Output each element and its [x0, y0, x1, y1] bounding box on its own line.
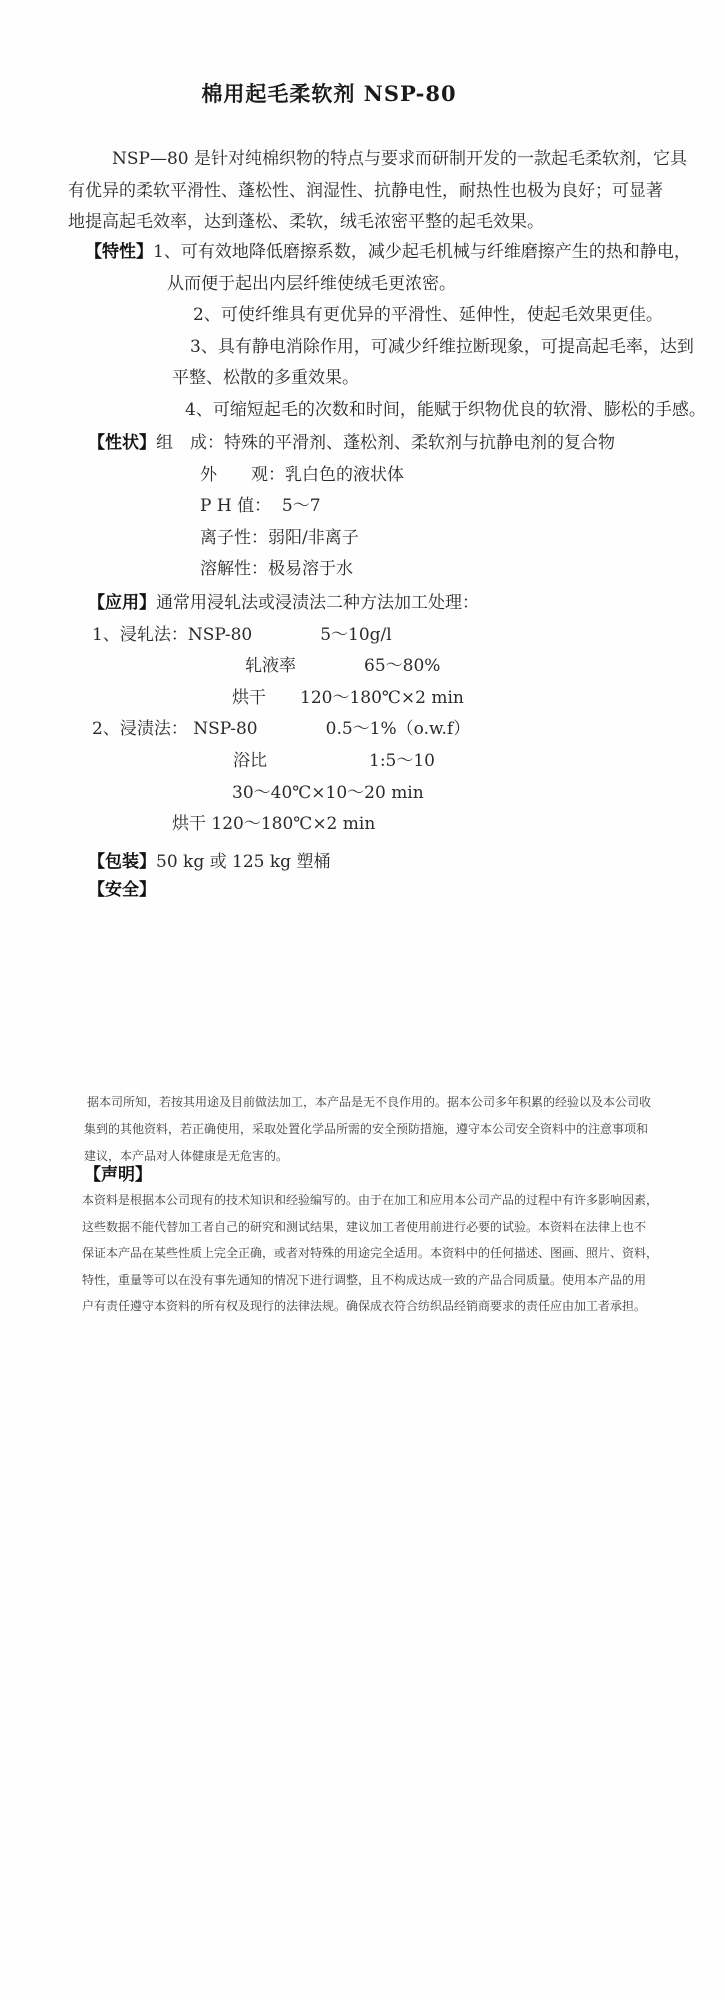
- declaration-header: [0, 1162, 725, 1189]
- declaration-line: 这些数据不能代替加工者自己的研究和测试结果，建议加工者使用前进行必要的试验。本资料在法律上也不: [82, 1219, 647, 1234]
- features-label: 【特性】: [85, 242, 153, 262]
- property-line: 外 观：乳白色的液状体: [200, 464, 404, 485]
- declaration-line: 本资料是根据本公司现有的技术知识和经验编写的。由于在加工和应用本公司产品的过程中有许多影响因素，: [82, 1193, 659, 1207]
- section-application: [0, 588, 725, 841]
- application-line: 轧液率 65～80%: [245, 656, 441, 677]
- application-line: 烘干 120～180℃×2 min: [172, 814, 376, 835]
- section-packaging-safety: [0, 848, 725, 904]
- section-properties: [0, 428, 725, 586]
- feature-line: [0, 237, 725, 269]
- feature-line: 平整、松散的多重效果。: [172, 368, 359, 389]
- feature-line: 2、可使纤维具有更优异的平滑性、延伸性，使起毛效果更佳。: [193, 305, 663, 326]
- property-line: [0, 428, 725, 460]
- application-line: 1、浸轧法：NSP-80 5～10g/l: [92, 624, 392, 645]
- intro-line: NSP—80 是针对纯棉织物的特点与要求而研制开发的一款起毛柔软剂，它具: [112, 149, 687, 169]
- safety-note: [0, 1089, 725, 1170]
- section-declaration: [0, 1162, 725, 1189]
- safety-note-line: 集到的其他资料，若正确使用，采取处置化学品所需的安全预防措施，遵守本公司安全资料中的注意事项和: [84, 1122, 649, 1136]
- declaration-body: [0, 1187, 725, 1320]
- packaging-text: 50 kg 或 125 kg 塑桶: [156, 852, 331, 872]
- declaration-line: 保证本产品在某些性质上完全正确，或者对特殊的用途完全适用。本资料中的任何描述、图画、照片、资料，: [82, 1246, 659, 1260]
- feature-line: 4、可缩短起毛的次数和时间，能赋于织物优良的软滑、膨松的手感。: [185, 399, 706, 420]
- application-label: 【应用】: [88, 593, 156, 613]
- section-features: [0, 237, 725, 427]
- intro-paragraph: [0, 144, 725, 239]
- feature-line: 3、具有静电消除作用，可减少纤维拉断现象，可提高起毛率，达到: [190, 336, 694, 357]
- declaration-label: 【声明】: [84, 1165, 152, 1185]
- safety-label: 【安全】: [88, 880, 156, 900]
- application-line: 30～40℃×10～20 min: [232, 782, 424, 803]
- packaging-line: [0, 848, 725, 876]
- application-text: 通常用浸轧法或浸渍法二种方法加工处理：: [156, 593, 479, 613]
- declaration-line: 特性，重量等可以在没有事先通知的情况下进行调整，且不构成达成一致的产品合同质量。使用本产品的用: [82, 1272, 647, 1287]
- safety-note-line: 据本司所知，若按其用途及目前做法加工，本产品是无不良作用的。据本公司多年积累的经验以及本公司收: [87, 1095, 652, 1109]
- page-title: 棉用起毛柔软剂 NSP-80: [201, 81, 457, 106]
- application-line: 浴比 1:5～10: [233, 750, 435, 771]
- application-line: 2、浸渍法： NSP-80 0.5～1%（o.w.f）: [92, 719, 471, 740]
- properties-label: 【性状】: [88, 433, 156, 453]
- declaration-line: 户有责任遵守本资料的所有权及现行的法律法规。确保成衣符合纺织品经销商要求的责任应由加工者承担。: [82, 1299, 647, 1313]
- packaging-label: 【包装】: [88, 852, 156, 872]
- intro-line: 有优异的柔软平滑性、蓬松性、润湿性、抗静电性，耐热性也极为良好；可显著: [68, 180, 663, 201]
- application-line: [0, 588, 725, 620]
- property-text: 组 成：特殊的平滑剂、蓬松剂、柔软剂与抗静电剂的复合物: [156, 433, 615, 453]
- application-line: 烘干 120～180℃×2 min: [232, 687, 464, 708]
- safety-note-line: 建议，本产品对人体健康是无危害的。: [84, 1149, 289, 1163]
- property-line: 溶解性：极易溶于水: [200, 559, 353, 580]
- intro-line: 地提高起毛效率，达到蓬松、柔软，绒毛浓密平整的起毛效果。: [68, 212, 544, 233]
- property-line: 离子性：弱阳/非离子: [200, 527, 359, 548]
- feature-line: 从而便于起出内层纤维使绒毛更浓密。: [167, 273, 456, 294]
- safety-line: [0, 876, 725, 904]
- feature-text: 1、可有效地降低磨擦系数，减少起毛机械与纤维磨擦产生的热和静电，: [153, 242, 691, 262]
- property-line: P H 值： 5～7: [200, 496, 321, 517]
